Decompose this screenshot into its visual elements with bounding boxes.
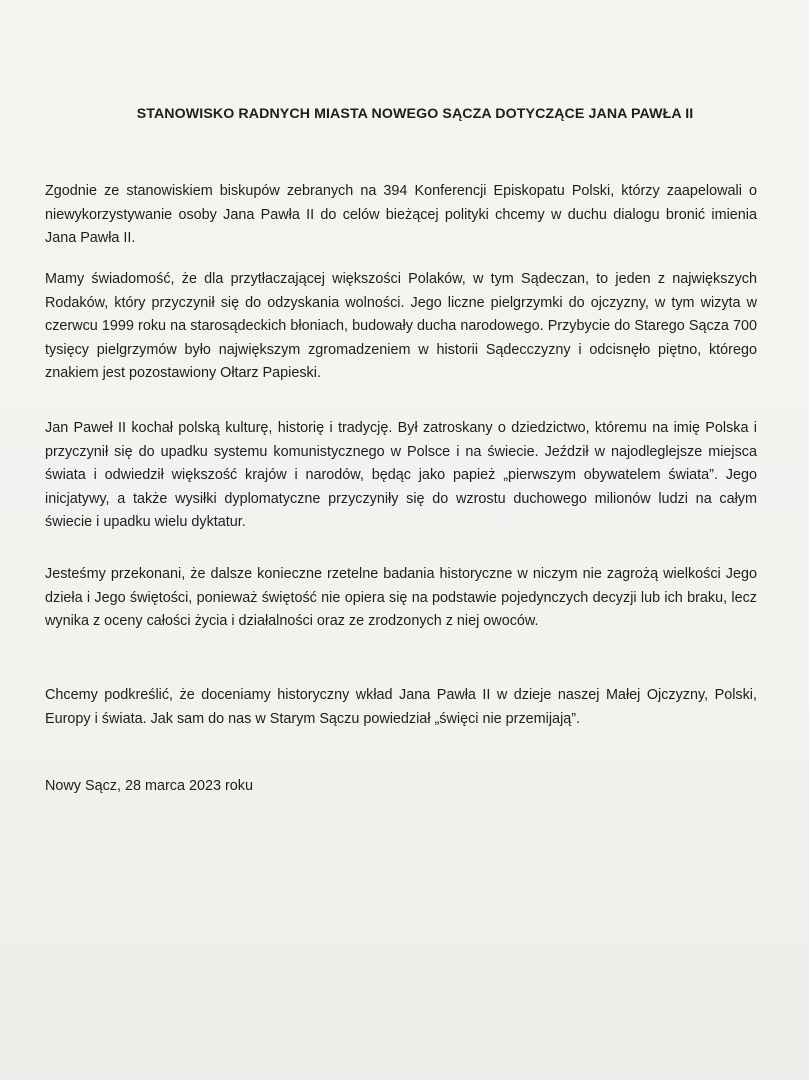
paragraph-historical-research: Jesteśmy przekonani, że dalsze konieczne rzetelne badania historyczne w niczym nie zagrożą wielkości Jego dzieła i Jego świętości, ponieważ świętość nie opiera się na podstawie pojedynczych decyzji lub ich braku, lecz wynika z oceny całości życia i działalności oraz ze zrodzonych z niej owoców. (45, 566, 757, 629)
place-and-date: Nowy Sącz, 28 marca 2023 roku (45, 778, 253, 794)
paragraph-awareness: Mamy świadomość, że dla przytłaczającej większości Polaków, w tym Sądeczan, to jeden z największych Rodaków, który przyczynił się do odzyskania wolności. Jego liczne pielgrzymki do ojczyzny, w tym wizyta w czerwcu 1999 roku na starosądeckich błoniach, budowały ducha narodowego. Przybycie do Starego Sącza 700 tysięcy pielgrzymów było największym zgromadzeniem w historii Sądecczyzny i odcisnęło piętno, którego znakiem jest pozostawiony Ołtarz Papieski. (45, 271, 757, 381)
paragraph-episcopate-appeal: Zgodnie ze stanowiskiem biskupów zebranych na 394 Konferencji Episkopatu Polski, którzy zaapelowali o niewykorzystywanie osoby Jana Pawła II do celów bieżącej polityki chcemy w duchu dialogu bronić imienia Jana Pawła II. (45, 183, 757, 246)
document-title: STANOWISKO RADNYCH MIASTA NOWEGO SĄCZA DOTYCZĄCE JANA PAWŁA II (136, 106, 694, 122)
paragraph-love-of-culture: Jan Paweł II kochał polską kulturę, historię i tradycję. Był zatroskany o dziedzictwo, któremu na imię Polska i przyczynił się do upadku systemu komunistycznego w Polsce i na świecie. Jeździł w najodleglejsze miejsca świata i odwiedził większość krajów i narodów, będąc jako papież „pierwszym obywatelem świata”. Jego inicjatywy, a także wysiłki dyplomatyczne przyczyniły się do wzrostu duchowego milionów ludzi na całym świecie i upadku wielu dyktatur. (45, 420, 757, 530)
paragraph-historical-contribution: Chcemy podkreślić, że doceniamy historyczny wkład Jana Pawła II w dzieje naszej Małej Ojczyzny, Polski, Europy i świata. Jak sam do nas w Starym Sączu powiedział „święci nie przemijają”. (45, 687, 757, 727)
